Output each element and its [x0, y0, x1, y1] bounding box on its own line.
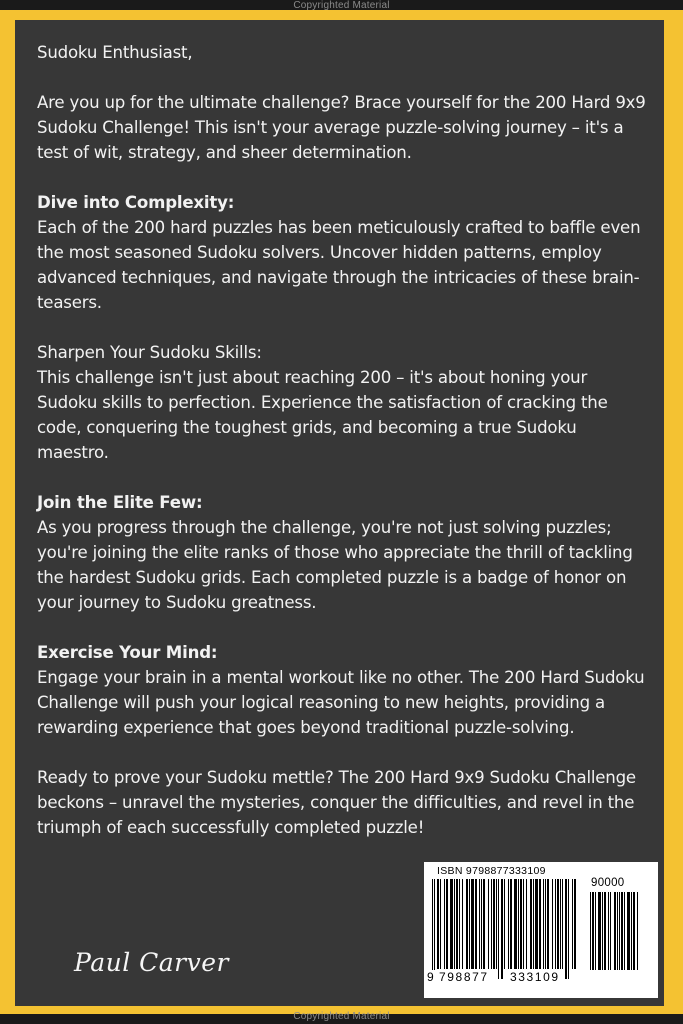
- section-body: This challenge isn't just about reaching 200 – it's about honing your Sudoku skills to perfection. Experience the satisfaction of cracking the code, conquering the toughest grids, and becoming a true Sudoku maestro.: [37, 368, 608, 462]
- barcode-bar: [498, 879, 499, 979]
- greeting: Sudoku Enthusiast,: [37, 43, 193, 62]
- barcode-bar: [475, 879, 477, 969]
- watermark-bottom: Copyrighted Material: [293, 1011, 390, 1022]
- section-exercise-mind: [37, 640, 652, 740]
- barcode-bar: [572, 879, 573, 969]
- barcode-bar: [469, 879, 470, 969]
- section-heading: Join the Elite Few:: [37, 493, 203, 512]
- section-join-elite: [37, 490, 652, 615]
- section-body: Engage your brain in a mental workout like no other. The 200 Hard Sudoku Challenge will push your logical reasoning to new heights, providing a rewarding experience that goes beyond traditional puzzle-solving.: [37, 668, 645, 737]
- barcode-bar: [450, 879, 453, 969]
- barcode-bar: [523, 879, 524, 969]
- intro-paragraph: Are you up for the ultimate challenge? Brace yourself for the 200 Hard 9x9 Sudoku Challenge! This isn't your average puzzle-solving journey – it's a test of wit, strategy, and sheer determination.: [37, 93, 646, 162]
- barcode-bar: [440, 879, 441, 969]
- barcode-bar: [543, 879, 544, 969]
- barcode-bar: [631, 892, 632, 970]
- barcode-bar: [552, 879, 553, 969]
- barcode-addon-bars: [590, 892, 638, 980]
- barcode-bar: [508, 879, 509, 969]
- barcode-bar: [562, 879, 563, 969]
- author-signature: Paul Carver: [74, 948, 229, 977]
- barcode-digits-left: 798877: [439, 970, 489, 984]
- watermark-top: Copyrighted Material: [293, 0, 390, 11]
- barcode-bar: [446, 879, 448, 969]
- barcode-bar: [454, 879, 455, 969]
- section-heading: Sharpen Your Sudoku Skills:: [37, 343, 262, 362]
- barcode-bar: [459, 879, 460, 969]
- barcode-bar: [621, 892, 623, 970]
- barcode-bar: [493, 879, 495, 969]
- barcode-bar: [504, 879, 505, 969]
- barcode-bar: [598, 892, 601, 970]
- price-code: 90000: [591, 877, 625, 889]
- barcode-bar: [479, 879, 480, 969]
- barcode-bar: [501, 879, 503, 979]
- barcode-bar: [434, 879, 435, 979]
- section-body: Each of the 200 hard puzzles has been meticulously crafted to baffle even the most seasoned Sudoku solvers. Uncover hidden patterns, employ advanced techniques, and navigate through the intricacies of these brain-teasers.: [37, 218, 641, 312]
- closing-paragraph: Ready to prove your Sudoku mettle? The 200 Hard 9x9 Sudoku Challenge beckons – unravel the mysteries, conquer the difficulties, and revel in the triumph of each successfully completed puzzle!: [37, 768, 636, 837]
- section-heading: Dive into Complexity:: [37, 193, 235, 212]
- barcode-bar: [466, 879, 468, 969]
- barcode-bar: [432, 879, 433, 979]
- barcode-bar: [633, 892, 635, 970]
- barcode-bar: [604, 892, 606, 970]
- barcode-bar: [619, 892, 620, 970]
- barcode-bar: [539, 879, 541, 969]
- barcode-bar: [560, 879, 561, 969]
- barcode-bar: [547, 879, 549, 969]
- isbn-label: ISBN 9798877333109: [437, 865, 546, 877]
- barcode-bar: [557, 879, 559, 969]
- barcode-bar: [608, 892, 609, 970]
- barcode-bar: [520, 879, 522, 969]
- barcode-bar: [462, 879, 463, 969]
- barcode-bar: [565, 879, 567, 979]
- isbn-barcode: [424, 862, 658, 998]
- barcode-bar: [602, 892, 603, 970]
- barcode-bar: [624, 892, 625, 970]
- barcode-bar: [592, 892, 594, 970]
- barcode-bar: [530, 879, 532, 969]
- barcode-bar: [595, 892, 596, 970]
- barcode-main-bars: [432, 879, 578, 979]
- barcode-bar: [637, 892, 638, 970]
- barcode-bar: [568, 879, 569, 979]
- barcode-bar: [518, 879, 519, 969]
- blurb-text: [37, 40, 652, 865]
- barcode-bar: [590, 892, 591, 970]
- barcode-digit-first: 9: [427, 970, 436, 984]
- barcode-bar: [526, 879, 527, 969]
- barcode-digits-right: 333109: [510, 970, 560, 984]
- barcode-bar: [627, 892, 630, 970]
- barcode-bar: [545, 879, 546, 969]
- barcode-bar: [535, 879, 538, 969]
- barcode-bar: [574, 879, 576, 969]
- barcode-bar: [471, 879, 474, 969]
- section-heading: Exercise Your Mind:: [37, 643, 218, 662]
- barcode-bar: [491, 879, 492, 969]
- section-body: As you progress through the challenge, you're not just solving puzzles; you're joining the elite ranks of those who appreciate the thrill of tackling the hardest Sudoku grids. Each completed puzzle is a badge of honor on your journey to Sudoku greatness.: [37, 518, 633, 612]
- barcode-bar: [555, 879, 556, 969]
- barcode-bar: [533, 879, 534, 969]
- barcode-bar: [614, 892, 616, 970]
- barcode-bar: [496, 879, 497, 969]
- barcode-bar: [514, 879, 517, 969]
- section-sharpen-skills: [37, 340, 652, 465]
- barcode-bar: [488, 879, 489, 969]
- barcode-bar: [617, 892, 618, 970]
- barcode-bar: [437, 879, 439, 969]
- barcode-bar: [456, 879, 458, 969]
- barcode-bar: [483, 879, 485, 969]
- barcode-bar: [610, 892, 611, 970]
- barcode-bar: [444, 879, 445, 969]
- barcode-bar: [481, 879, 482, 969]
- section-dive-into-complexity: [37, 190, 652, 315]
- barcode-bar: [510, 879, 512, 969]
